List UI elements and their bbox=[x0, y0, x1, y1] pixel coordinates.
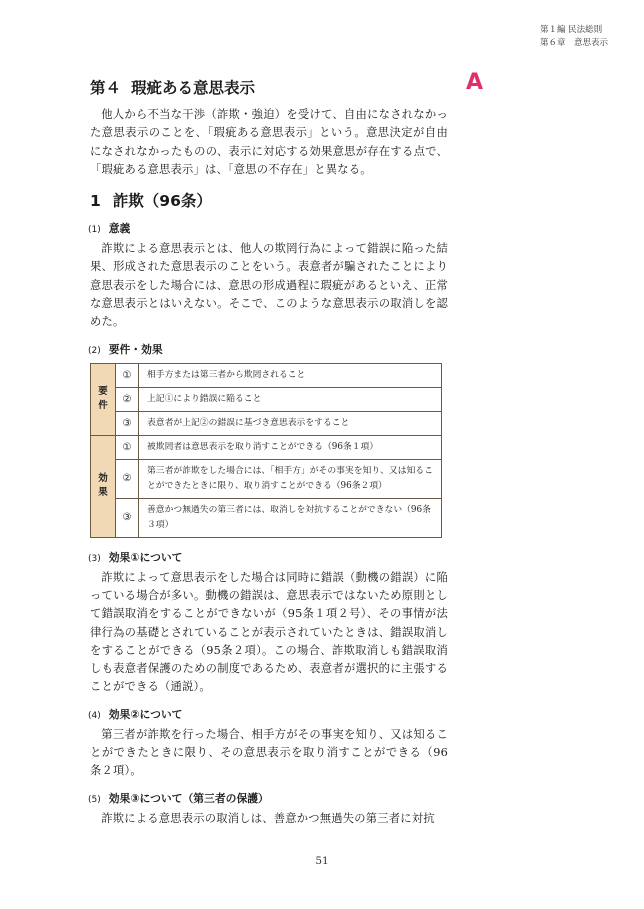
requirements-label-text: 要件 bbox=[98, 386, 108, 412]
subsection-title-text: 詐欺（96条） bbox=[112, 192, 212, 211]
running-head bbox=[540, 24, 608, 50]
requirements-effects-table bbox=[90, 363, 442, 538]
row-number: ③ bbox=[116, 498, 139, 537]
item-number: (1) bbox=[88, 225, 101, 236]
section-title bbox=[90, 78, 448, 98]
row-text: 善意かつ無過失の第三者には、取消しを対抗することができない（96条３項） bbox=[139, 498, 442, 537]
item-body: 詐欺による意思表示とは、他人の欺罔行為によって錯誤に陥った結果、形成された意思表示のことをいう。表意者が騙されたことにより意思表示をした場合には、意思の形成過程に瑕疵があるといえ、正常な意思表示とはいえない。そこで、このような意思表示の取消しを認めた。 bbox=[90, 242, 448, 329]
subsection-title bbox=[90, 191, 448, 211]
item-body: 詐欺によって意思表示をした場合は同時に錯誤（動機の錯誤）に陥っている場合が多い。動機の錯誤は、意思表示ではないため原則として錯誤取消をすることができないが（95条１項２号）、その事情が法律行為の基礎とされていることが表示されていたときは、錯誤取消しをすることができる（95条２項）。この場合、詐欺取消しも錯誤取消しも表意者保護のための制度であるため、表意者が選択的に主張することができる（通説）。 bbox=[90, 570, 448, 694]
row-text: 表意者が上記②の錯誤に基づき意思表示をすること bbox=[139, 411, 442, 435]
row-text: 被欺罔者は意思表示を取り消すことができる（96条１項） bbox=[139, 435, 442, 459]
table-row bbox=[91, 387, 442, 411]
running-head-part: 第１編 民法総則 bbox=[539, 25, 603, 35]
row-number: ② bbox=[116, 387, 139, 411]
section-title-text: 瑕疵ある意思表示 bbox=[131, 79, 256, 97]
row-text: 相手方または第三者から欺罔されること bbox=[139, 363, 442, 387]
section-intro: 他人から不当な干渉（詐欺・強迫）を受けて、自由になされなかった意思表示のことを、「瑕疵ある意思表示」という。意思決定が自由になされなかったものの、表示に対応する効果意思が存在する点で、「瑕疵ある意思表示」は、「意思の不存在」と異なる。 bbox=[90, 108, 448, 176]
running-head-chapter: 第６章 意思表示 bbox=[539, 38, 608, 48]
item-title: 要件・効果 bbox=[108, 342, 163, 356]
table-row bbox=[91, 435, 442, 459]
item-title: 効果③について（第三者の保護） bbox=[108, 791, 269, 805]
effects-label-text: 効果 bbox=[98, 473, 108, 499]
item-number: (4) bbox=[88, 710, 101, 721]
table-row bbox=[91, 459, 442, 498]
page-content bbox=[90, 78, 448, 828]
effects-label bbox=[91, 435, 116, 537]
section-number: 第４ bbox=[90, 79, 122, 97]
table-row bbox=[91, 363, 442, 387]
item-heading bbox=[88, 707, 448, 724]
requirements-label bbox=[91, 363, 116, 435]
item-heading bbox=[88, 550, 448, 567]
item-title: 意義 bbox=[108, 222, 131, 236]
row-number: ① bbox=[116, 363, 139, 387]
row-number: ② bbox=[116, 459, 139, 498]
row-text: 上記①により錯誤に陥ること bbox=[139, 387, 442, 411]
row-number: ③ bbox=[116, 411, 139, 435]
importance-badge: A bbox=[466, 70, 484, 95]
table-row bbox=[91, 411, 442, 435]
row-number: ① bbox=[116, 435, 139, 459]
item-number: (3) bbox=[88, 553, 101, 564]
item-number: (2) bbox=[88, 345, 101, 356]
item-heading bbox=[88, 221, 448, 238]
row-text: 第三者が詐欺をした場合には、「相手方」がその事実を知り、又は知ることができたときに限り、取り消すことができる（96条２項） bbox=[139, 459, 442, 498]
item-body: 第三者が詐欺を行った場合、相手方がその事実を知り、又は知ることができたときに限り、その意思表示を取り消すことができる（96条２項）。 bbox=[90, 727, 448, 778]
item-body: 詐欺による意思表示の取消しは、善意かつ無過失の第三者に対抗 bbox=[101, 811, 435, 825]
table-row bbox=[91, 498, 442, 537]
page-number: 51 bbox=[315, 855, 329, 867]
item-title: 効果①について bbox=[108, 550, 183, 564]
item-number: (5) bbox=[88, 794, 101, 805]
item-heading bbox=[88, 342, 448, 359]
item-title: 効果②について bbox=[108, 707, 183, 721]
item-heading bbox=[88, 791, 448, 808]
subsection-number: 1 bbox=[90, 192, 101, 211]
